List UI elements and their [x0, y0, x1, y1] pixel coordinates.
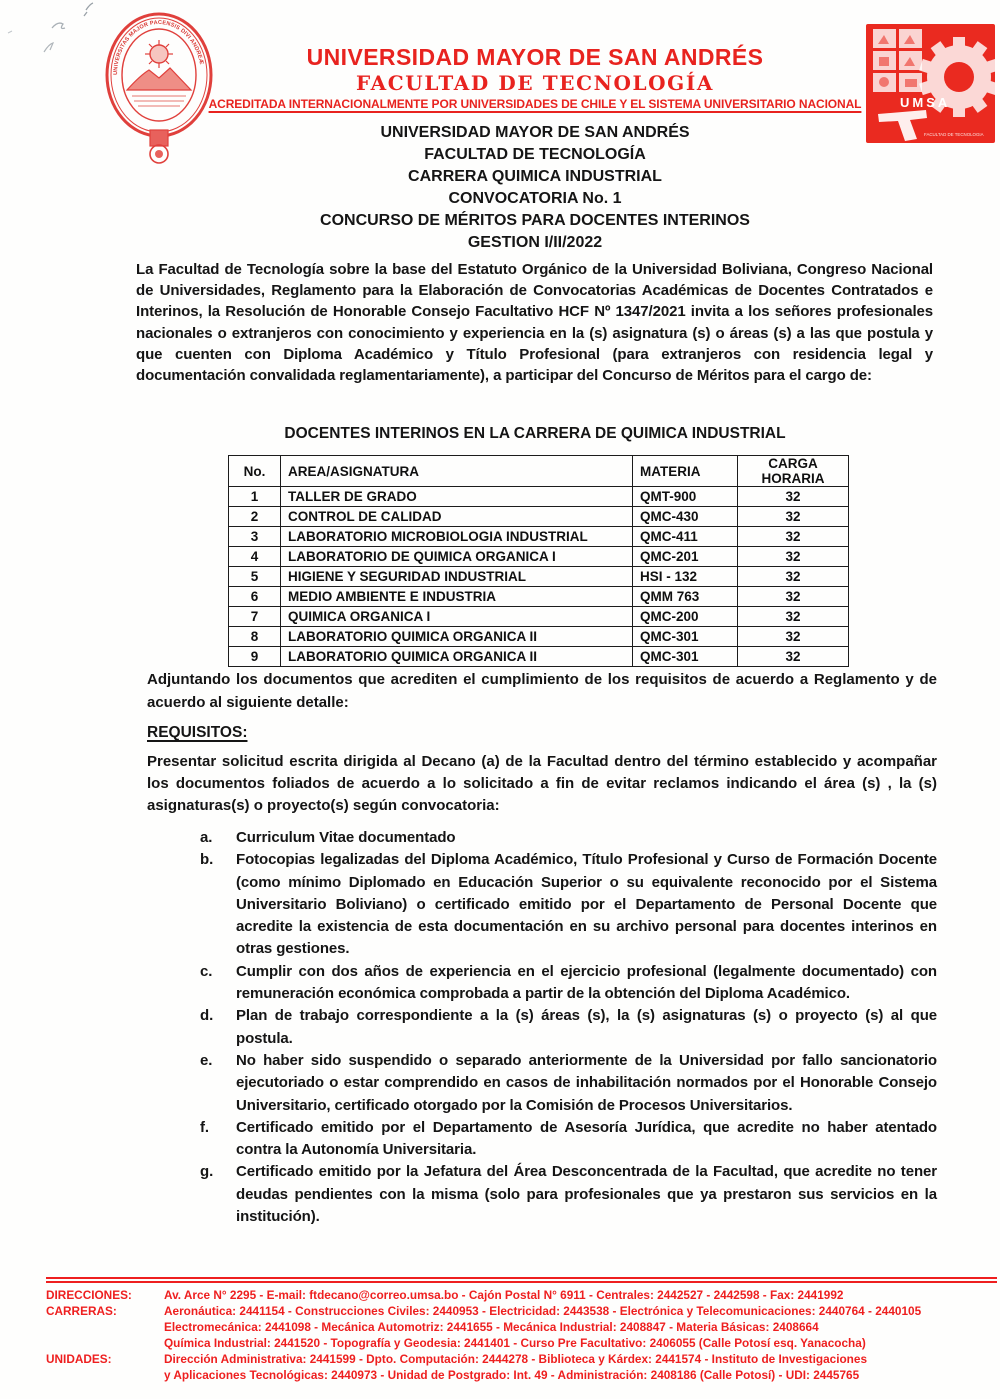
- table-cell: LABORATORIO DE QUIMICA ORGANICA I: [281, 547, 633, 567]
- table-row: [229, 647, 849, 667]
- footer-contact-block: [46, 1277, 997, 1383]
- col-header-no: No.: [229, 456, 281, 487]
- list-item-letter: d.: [200, 1007, 214, 1025]
- table-cell: QMC-301: [633, 647, 738, 667]
- table-row: [229, 527, 849, 547]
- list-item-letter: c.: [200, 962, 213, 980]
- umsa-acronym: UMSA: [900, 95, 951, 110]
- title-block: [135, 122, 935, 254]
- table-header-row: [229, 456, 849, 487]
- table-cell: 32: [738, 647, 849, 667]
- table-row: [229, 567, 849, 587]
- table-cell: QMT-900: [633, 487, 738, 507]
- table-row: [229, 587, 849, 607]
- table-cell: 32: [738, 487, 849, 507]
- list-item-text: Curriculum Vitae documentado: [236, 829, 456, 846]
- attach-note-paragraph: Adjuntando los documentos que acrediten el cumplimiento de los requisitos de acuerdo a Reglamento y de acuerdo al siguiente detalle:: [147, 671, 937, 711]
- table-cell: 32: [738, 507, 849, 527]
- footer-line: Av. Arce N° 2295 - E-mail: ftdecano@correo.umsa.bo - Cajón Postal N° 6911 - Centrales: 2442527 - 2442598 - Fax: 2441992: [164, 1288, 844, 1302]
- list-item: [200, 1005, 937, 1050]
- seal-motto-text: UNIVERSITAS MAJOR PACENSIS DIVI ANDREÆ: [112, 19, 205, 76]
- list-item-text: Fotocopias legalizadas del Diploma Académico, Título Profesional y Curso de Formación Docente (como mínimo Diplomado en Educación Superior o su equivalente reconocido por el Sistema Universitario Boliviano) o certificado emitido por el Departamento de Personal Docente que acredite la existencia de esta documentación en su archivo personal para docentes interinos en otras gestiones.: [236, 851, 937, 958]
- list-item: [200, 1161, 937, 1228]
- footer-row-unidades: [46, 1352, 997, 1384]
- col-header-carga: CARGA HORARIA: [738, 456, 849, 487]
- col-header-materia: MATERIA: [633, 456, 738, 487]
- footer-line: y Aplicaciones Tecnológicas: 2440973 - Unidad de Postgrado: Int. 49 - Administración: 2408186 (Calle Potosí) - UDI: 2445765: [164, 1367, 860, 1382]
- table-row: [229, 487, 849, 507]
- footer-label: DIRECCIONES:: [46, 1288, 132, 1302]
- requisitos-heading: REQUISITOS:: [147, 724, 248, 741]
- list-item: [200, 1117, 937, 1162]
- footer-row-carreras: [46, 1304, 997, 1352]
- title-line: UNIVERSIDAD MAYOR DE SAN ANDRÉS: [380, 124, 690, 141]
- list-item-text: Cumplir con dos años de experiencia en el ejercicio profesional (legalmente documentado) con remuneración económica comprobada a partir de la obtención del Diploma Académico.: [236, 962, 937, 1003]
- table-row: [229, 507, 849, 527]
- table-cell: 4: [229, 547, 281, 567]
- list-item-letter: b.: [200, 851, 214, 869]
- table-cell: 7: [229, 607, 281, 627]
- letterhead-university: UNIVERSIDAD MAYOR DE SAN ANDRÉS: [306, 44, 764, 70]
- title-line: CONVOCATORIA No. 1: [448, 190, 622, 207]
- footer-line: Dirección Administrativa: 2441599 - Dpto. Computación: 2444278 - Biblioteca y Kárdex: 2441574 - Instituto de Investigaciones: [164, 1351, 868, 1366]
- positions-table: [228, 455, 849, 667]
- table-cell: LABORATORIO QUIMICA ORGANICA II: [281, 647, 633, 667]
- list-item-letter: f.: [200, 1118, 209, 1136]
- footer-label: UNIDADES:: [46, 1351, 112, 1366]
- table-cell: 5: [229, 567, 281, 587]
- footer-row-direcciones: [46, 1288, 997, 1304]
- letterhead: [135, 44, 935, 113]
- footer-line: Aeronáutica: 2441154 - Construcciones Civiles: 2440953 - Electricidad: 2443538 - Electrónica y Telecomunicaciones: 2440764 - 2440105: [164, 1303, 922, 1318]
- positions-title: DOCENTES INTERINOS EN LA CARRERA DE QUIMICA INDUSTRIAL: [284, 425, 786, 442]
- table-row: [229, 607, 849, 627]
- tech-logo-caption: FACULTAD DE TECNOLOGIA: [924, 132, 984, 137]
- list-item: [200, 1050, 937, 1117]
- list-item: [200, 827, 937, 849]
- table-cell: QMM 763: [633, 587, 738, 607]
- footer-rule: [46, 1277, 997, 1283]
- footer-line: Química Industrial: 2441520 - Topografía y Geodesia: 2441401 - Curso Pre Facultativo: 2406055 (Calle Potosí esq. Yanacocha): [164, 1335, 866, 1350]
- table-cell: TALLER DE GRADO: [281, 487, 633, 507]
- letterhead-faculty: FACULTAD DE TECNOLOGÍA: [356, 71, 714, 95]
- list-item-letter: g.: [200, 1163, 214, 1181]
- table-cell: 32: [738, 567, 849, 587]
- table-cell: QMC-430: [633, 507, 738, 527]
- table-cell: 32: [738, 627, 849, 647]
- list-item: [200, 961, 937, 1006]
- table-cell: QMC-201: [633, 547, 738, 567]
- table-cell: QUIMICA ORGANICA I: [281, 607, 633, 627]
- table-cell: 32: [738, 587, 849, 607]
- table-row: [229, 627, 849, 647]
- table-cell: 2: [229, 507, 281, 527]
- title-line: CARRERA QUIMICA INDUSTRIAL: [408, 168, 662, 185]
- table-cell: 9: [229, 647, 281, 667]
- table-cell: MEDIO AMBIENTE E INDUSTRIA: [281, 587, 633, 607]
- list-item-letter: a.: [200, 829, 213, 846]
- col-header-area: AREA/ASIGNATURA: [281, 456, 633, 487]
- table-cell: HSI - 132: [633, 567, 738, 587]
- table-row: [229, 547, 849, 567]
- presentar-paragraph: Presentar solicitud escrita dirigida al Decano (a) de la Facultad dentro del término establecido y acompañar los documentos foliados de acuerdo a lo solicitado a fin de evitar reclamos indicando el área (s) , la (s) asignaturas(s) o proyecto(s) según convocatoria:: [147, 753, 937, 815]
- letterhead-accreditation: ACREDITADA INTERNACIONALMENTE POR UNIVERSIDADES DE CHILE Y EL SISTEMA UNIVERSITARIO NACIONAL: [208, 97, 862, 111]
- list-item-letter: e.: [200, 1051, 213, 1069]
- table-cell: QMC-411: [633, 527, 738, 547]
- table-cell: 3: [229, 527, 281, 547]
- intro-paragraph: La Facultad de Tecnología sobre la base del Estatuto Orgánico de la Universidad Boliviana, Congreso Nacional de Universidades, Reglamento para la Elaboración de Convocatorias Académicas de Docentes Contratados e Interinos, la Resolución de Honorable Consejo Facultativo HCF Nº 1347/2021 invita a los señores profesionales nacionales o extranjeros con conocimiento y experiencia en la (s) asignatura (s) o áreas (s) a las que postula y que cuenten con Diploma Académico y Título Profesional (para extranjeros con residencia legal y documentación convalidada reglamentariamente), a participar del Concurso de Méritos para el cargo de:: [136, 261, 933, 385]
- list-item-text: Plan de trabajo correspondiente a la (s) áreas (s), la (s) asignaturas (s) o proyecto (s) al que postula.: [236, 1007, 937, 1047]
- requirements-list: [200, 827, 937, 1228]
- footer-line: Electromecánica: 2441098 - Mecánica Automotriz: 2441655 - Mecánica Industrial: 2408847 - Materia Básicas: 2408664: [164, 1319, 819, 1334]
- title-line: GESTION I/II/2022: [467, 234, 603, 251]
- table-cell: 8: [229, 627, 281, 647]
- table-cell: 32: [738, 547, 849, 567]
- list-item-text: Certificado emitido por la Jefatura del Área Desconcentrada de la Facultad, que acredite no tener deudas pendientes con la misma (solo para profesionales que ya prestaron sus servicios en la institución).: [236, 1163, 937, 1226]
- table-cell: LABORATORIO QUIMICA ORGANICA II: [281, 627, 633, 647]
- table-cell: LABORATORIO MICROBIOLOGIA INDUSTRIAL: [281, 527, 633, 547]
- list-item: [200, 849, 937, 960]
- table-cell: QMC-301: [633, 627, 738, 647]
- table-cell: 6: [229, 587, 281, 607]
- table-cell: 32: [738, 527, 849, 547]
- footer-label: CARRERAS:: [46, 1303, 117, 1318]
- table-cell: 1: [229, 487, 281, 507]
- table-cell: QMC-200: [633, 607, 738, 627]
- table-cell: 32: [738, 607, 849, 627]
- title-line: FACULTAD DE TECNOLOGÍA: [424, 146, 646, 163]
- table-cell: HIGIENE Y SEGURIDAD INDUSTRIAL: [281, 567, 633, 587]
- list-item-text: No haber sido suspendido o separado anteriormente de la Universidad por fallo sancionatorio ejecutoriado o estar comprendido en casos de inhabilitación normados por el Honorable Consejo Universitario, certificado otorgado por la Comisión de Procesos Universitarios.: [236, 1051, 937, 1114]
- title-line: CONCURSO DE MÉRITOS PARA DOCENTES INTERINOS: [320, 212, 750, 229]
- table-cell: CONTROL DE CALIDAD: [281, 507, 633, 527]
- list-item-text: Certificado emitido por el Departamento de Asesoría Jurídica, que acredite no haber atentado contra la Autonomía Universitaria.: [236, 1118, 937, 1159]
